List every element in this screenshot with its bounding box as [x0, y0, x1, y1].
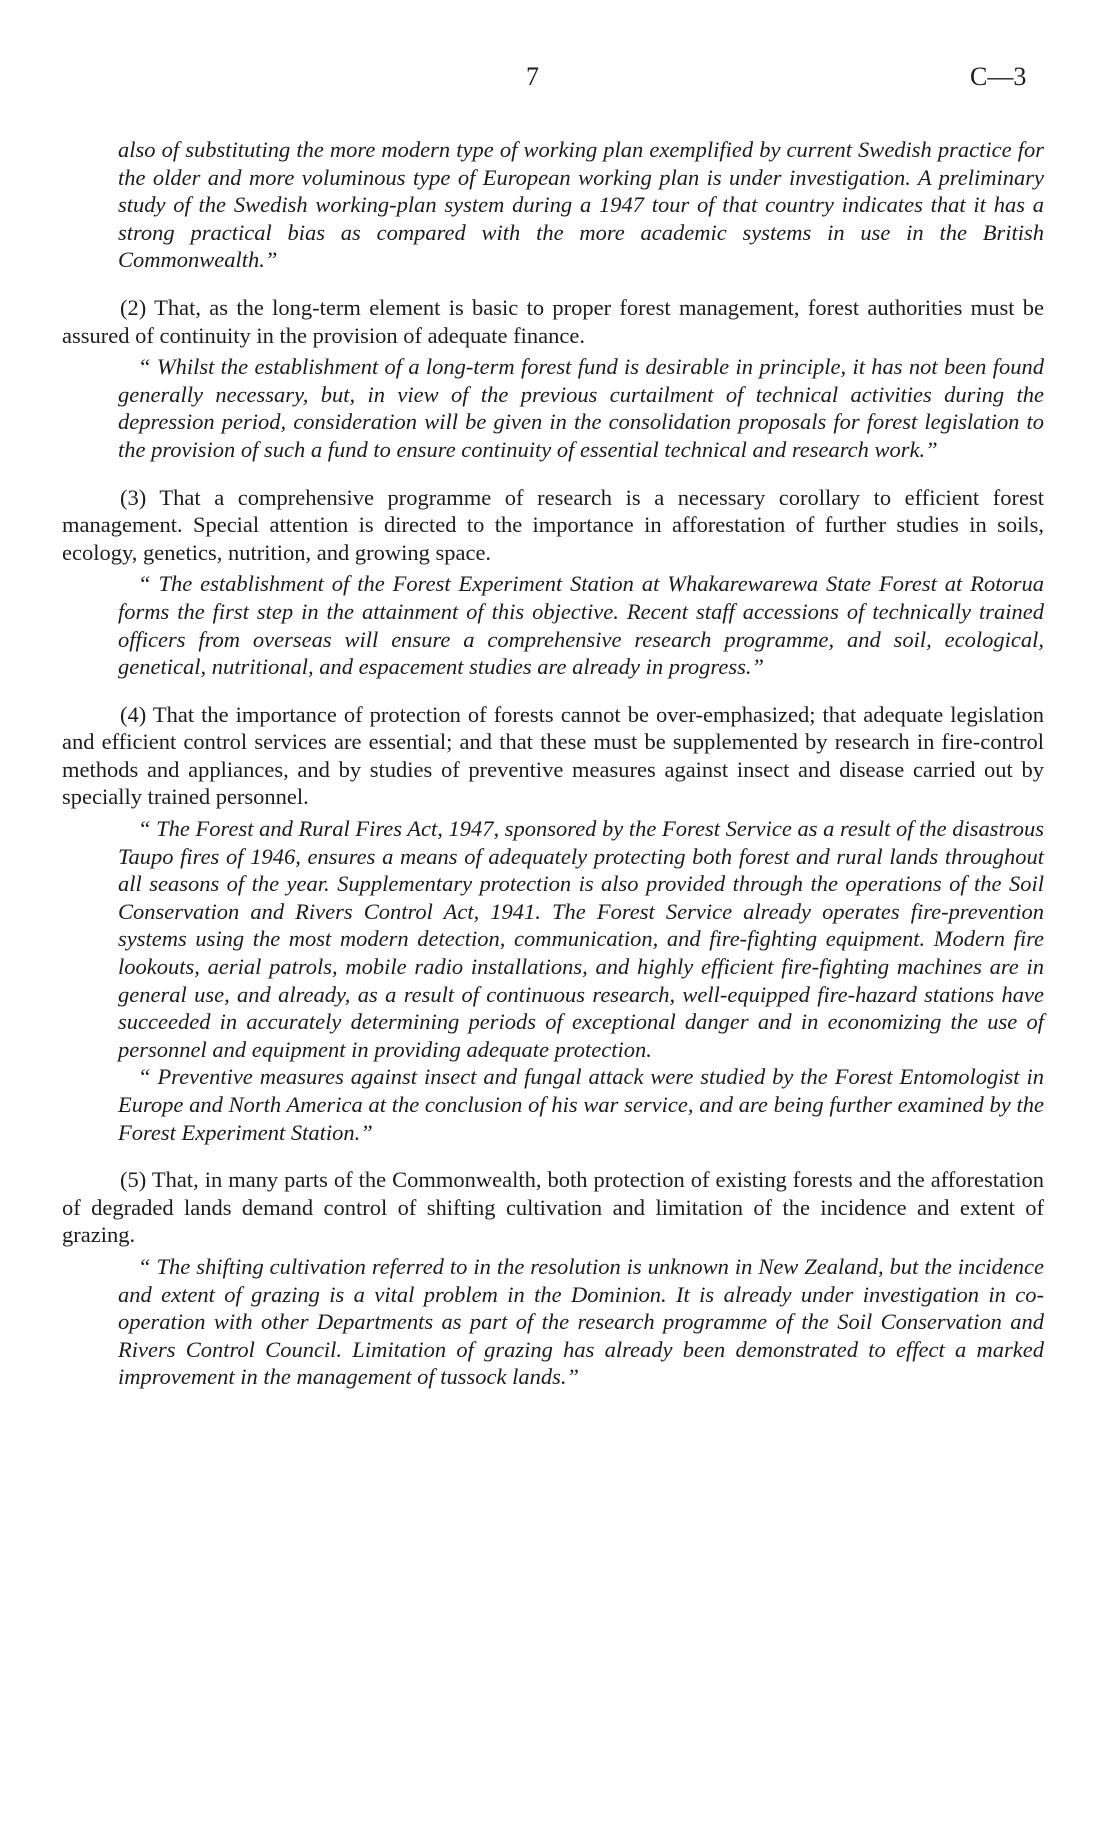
resolution-4: (4) That the importance of protection of forests cannot be over-emphasized; that adequate legislation and efficient control services are essential; and that these must be supplemented by research in fire-control methods and appliances, and by studies of preventive measures against insect and disease carried out by specially trained personnel. [62, 701, 1044, 810]
reply-paragraph-continued: also of substituting the more modern type of working plan exemplified by current Swedish practice for the older and more voluminous type of European working plan is under investigation. A preliminary study of the Swedish working-plan system during a 1947 tour of that country indicates that it has a strong practical bias as compared with the more academic systems in use in the British Commonwealth.” [118, 137, 1044, 273]
reply-4a: “ The Forest and Rural Fires Act, 1947, sponsored by the Forest Service as a result of the disastrous Taupo fires of 1946, ensures a means of adequately protecting both forest and rural lands throughout all seasons of the year. Supplementary protection is also provided through the operations of the Soil Conservation and Rivers Control Act, 1941. The Forest Service already operates fire-prevention systems using the most modern detection, communication, and fire-fighting equipment. Modern fire lookouts, aerial patrols, mobile radio installations, and highly efficient fire-fighting machines are in general use, and already, as a result of continuous research, well-equipped fire-hazard stations have succeeded in accurately determining periods of exceptional danger and in economizing the use of personnel and equipment in providing adequate protection. [118, 816, 1044, 1062]
document-code: C—3 [970, 62, 1027, 91]
reply-4b: “ Preventive measures against insect and fungal attack were studied by the Forest Entomologist in Europe and North America at the conclusion of his war service, and are being further examined by the Forest Experiment Station.” [118, 1064, 1044, 1145]
resolution-5: (5) That, in many parts of the Commonwealth, both protection of existing forests and the afforestation of degraded lands demand control of shifting cultivation and limitation of the incidence and extent of grazing. [62, 1167, 1044, 1248]
reply-3: “ The establishment of the Forest Experiment Station at Whakarewarewa State Forest at Rotorua forms the first step in the attainment of this objective. Recent staff accessions of technically trained officers from overseas will ensure a comprehensive research programme, and soil, ecological, genetical, nutritional, and espacement studies are already in progress.” [118, 571, 1044, 680]
reply-2: “ Whilst the establishment of a long-term forest fund is desirable in principle, it has not been found generally necessary, but, in view of the previous curtailment of technical activities during the depression period, consideration will be given in the consolidation proposals for forest legislation to the provision of such a fund to ensure continuity of essential technical and research work.” [118, 354, 1044, 462]
page-number: 7 [526, 62, 539, 91]
resolution-2: (2) That, as the long-term element is basic to proper forest management, forest authorities must be assured of continuity in the provision of adequate finance. [62, 294, 1044, 348]
resolution-3: (3) That a comprehensive programme of research is a necessary corollary to efficient forest management. Special attention is directed to the importance in afforestation of further studies in soils, ecology, genetics, nutrition, and growing space. [62, 484, 1044, 565]
reply-5: “ The shifting cultivation referred to in the resolution is unknown in New Zealand, but the incidence and extent of grazing is a vital problem in the Dominion. It is already under investigation in co-operation with other Departments as part of the research programme of the Soil Conservation and Rivers Control Council. Limitation of grazing has already been demonstrated to effect a marked improvement in the management of tussock lands.” [118, 1253, 1044, 1390]
page-content [62, 136, 1044, 1391]
